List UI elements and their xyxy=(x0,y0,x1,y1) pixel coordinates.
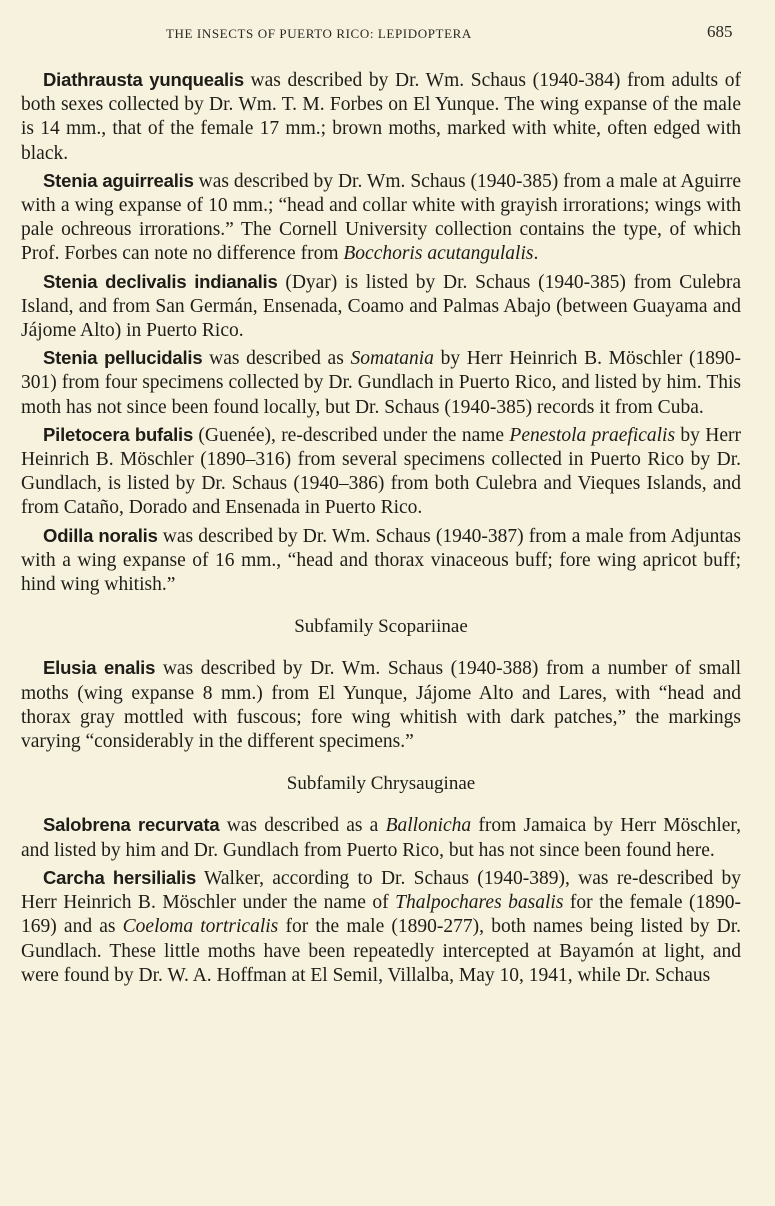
italic-taxon: Penestola praeficalis xyxy=(509,424,676,446)
species-paragraph xyxy=(21,423,741,521)
italic-taxon: Ballonicha xyxy=(385,815,472,837)
paragraph-text: by Herr Heinrich B. Möschler (1890–316) from several specimens collected in Puerto Rico by Dr. Gundlach, is listed by Dr. Schaus (1940–386) from both Culebra and Vieques Islands, and from Cataño, Dorado and Ensenada in Puerto Rico. xyxy=(21,424,741,519)
paragraph-text: was described by Dr. Wm. Schaus (1940-384) from adults of both sexes collected by Dr. Wm. T. M. Forbes on El Yunque. The wing expanse of the male is 14 mm., that of the female 17 mm.; brown moths, marked with white, often edged with black. xyxy=(21,70,741,164)
subfamily-heading: Subfamily Scopariinae xyxy=(294,616,468,638)
species-name: Salobrena recurvata xyxy=(43,814,220,836)
species-name: Stenia declivalis indianalis xyxy=(43,270,278,292)
species-paragraph xyxy=(21,68,741,166)
species-name: Carcha hersilialis xyxy=(43,866,197,888)
species-paragraph xyxy=(21,813,741,862)
italic-taxon: Somatania xyxy=(350,348,434,370)
species-paragraph xyxy=(21,656,741,754)
subfamily-heading: Subfamily Chrysauginae xyxy=(286,773,476,795)
paragraph-text: was described by Dr. Wm. Schaus (1940-385) from a male at Aguirre with a wing expanse of 10 mm.; “head and collar white with grayish irrorations; wings with pale ochreous irrorations.” The Cornell University collection contains the type, of which Prof. Forbes can note no difference from xyxy=(21,170,741,265)
paragraph-text: was described as xyxy=(202,348,351,370)
body-text xyxy=(21,68,741,991)
paragraph-text: from Jamaica by Herr Möschler, and listed by him and Dr. Gundlach from Puerto Rico, but has not since been found here. xyxy=(21,815,741,861)
species-paragraph xyxy=(21,524,741,598)
paragraph-text: by Herr Heinrich B. Möschler (1890-301) from four specimens collected by Dr. Gundlach in Puerto Rico, and listed by him. This moth has not since been found locally, but Dr. Schaus (1940-385) records it from Cuba. xyxy=(21,348,741,418)
species-paragraph xyxy=(21,169,741,267)
species-name: Stenia pellucidalis xyxy=(43,347,203,369)
species-name: Odilla noralis xyxy=(43,524,158,546)
paragraph-text: was described by Dr. Wm. Schaus (1940-388) from a number of small moths (wing expanse 8 mm.) from El Yunque, Jájome Alto and Lares, with “head and thorax gray mottled with fuscous; fore wing whitish with dark patches,” the markings varying “considerably in the different specimens.” xyxy=(21,658,742,753)
paragraph-text: for the female (1890-169) and as xyxy=(21,892,742,938)
species-name: Piletocera bufalis xyxy=(43,423,194,445)
paragraph-text: was described by Dr. Wm. Schaus (1940-387) from a male from Adjuntas with a wing expanse of 16 mm., “head and thorax vinaceous buff; fore wing apricot buff; hind wing whitish.” xyxy=(21,525,741,596)
italic-taxon: Bocchoris acutangulalis xyxy=(343,243,534,265)
paragraph-text: was described as a xyxy=(219,815,386,837)
species-name: Stenia aguirrealis xyxy=(43,169,194,191)
paragraph-text: Walker, according to Dr. Schaus (1940-389), was re-described by Herr Heinrich B. Möschler under the name of xyxy=(21,867,741,914)
paragraph-text: (Dyar) is listed by Dr. Schaus (1940-385) from Culebra Island, and from San Germán, Ensenada, Coamo and Palmas Abajo (between Guayama and Jájome Alto) in Puerto Rico. xyxy=(21,271,741,342)
species-paragraph xyxy=(21,346,741,420)
species-paragraph xyxy=(21,270,741,344)
paragraph-text: for the male (1890-277), both names being listed by Dr. Gundlach. These little moths have been repeatedly intercepted at Bayamón at light, and were found by Dr. W. A. Hoffman at El Semil, Villalba, May 10, 1941, while Dr. Schaus xyxy=(21,916,742,986)
running-title: THE INSECTS OF PUERTO RICO: LEPIDOPTERA xyxy=(166,26,472,41)
paragraph-text: . xyxy=(533,243,539,265)
italic-taxon: Thalpochares basalis xyxy=(395,892,564,914)
paragraph-text: (Guenée), re-described under the name xyxy=(193,424,510,446)
running-head xyxy=(0,22,775,46)
species-name: Diathrausta yunquealis xyxy=(43,69,244,90)
species-name: Elusia enalis xyxy=(43,657,156,679)
italic-taxon: Coeloma tortricalis xyxy=(122,916,279,938)
species-paragraph xyxy=(21,866,741,988)
page-number: 685 xyxy=(707,22,733,41)
